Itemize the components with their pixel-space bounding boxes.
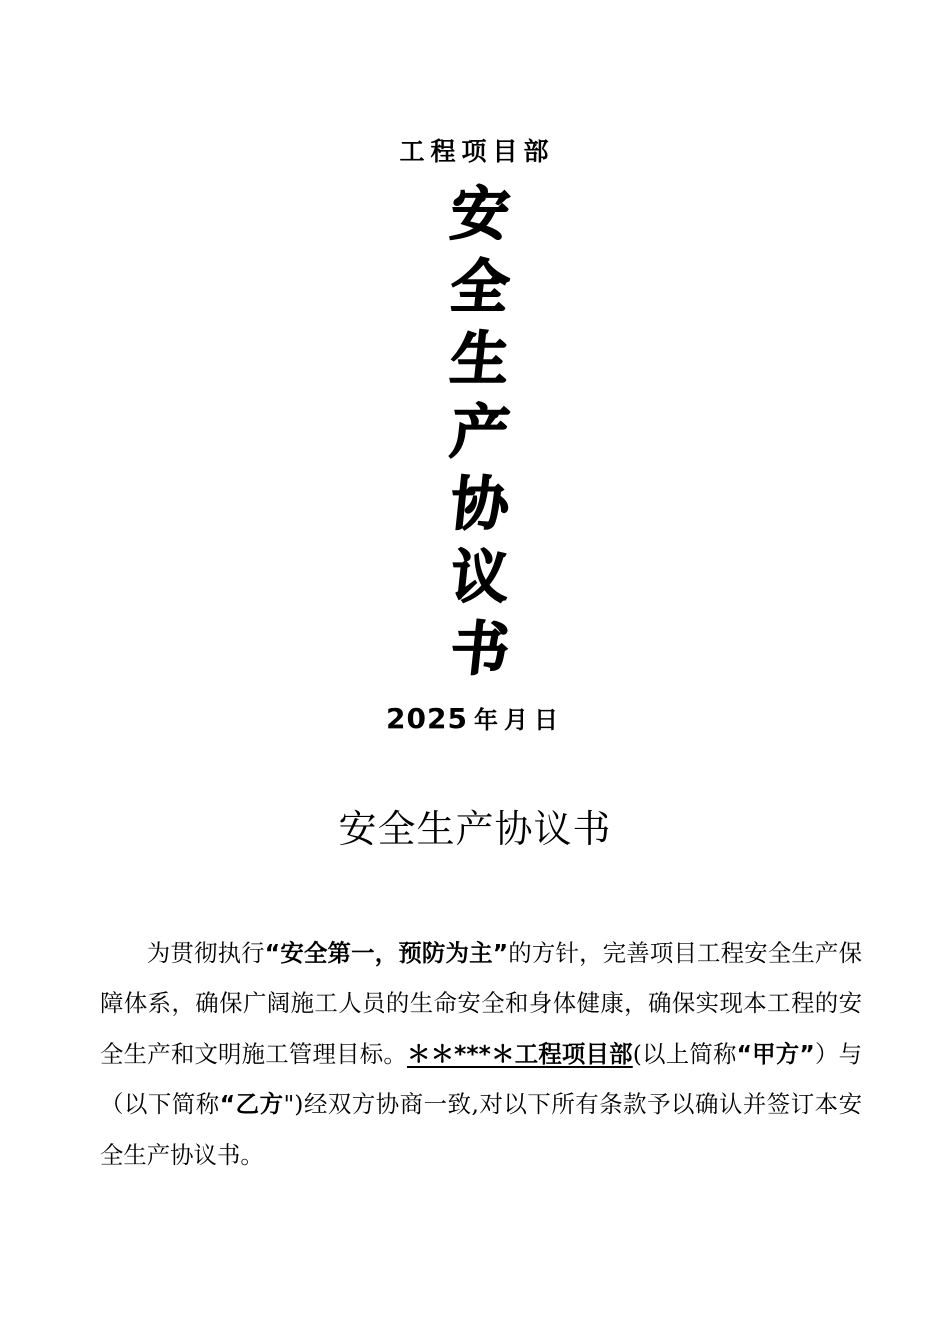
party-b-label: 乙方	[235, 1090, 284, 1119]
organization-name: 工程项目部	[399, 137, 555, 166]
text-run: 为贯彻执行	[146, 939, 265, 967]
title-char: 全	[447, 252, 513, 321]
cover-date	[0, 700, 950, 735]
policy-text: 安全第一，预防为主	[280, 939, 493, 967]
title-char: 议	[447, 542, 513, 611]
text-run: (以上简称	[632, 1039, 737, 1068]
quote-mark: “	[264, 939, 281, 967]
intro-paragraph	[100, 928, 862, 1180]
text-run: ")经双方协商一致,对以下所有条款予以确认并签订本安全生产协议书。	[100, 1090, 863, 1169]
quote-mark: ”	[799, 1039, 815, 1068]
title-char: 产	[447, 397, 513, 466]
title-char: 书	[447, 615, 513, 683]
document-heading: 安全生产协议书	[338, 807, 612, 851]
text-run: ）与 （以下简称	[100, 1039, 862, 1119]
title-char: 协	[447, 470, 513, 538]
date-units: 年月日	[473, 706, 564, 734]
title-char: 安	[447, 180, 513, 248]
text-run: 的方针，完善项目工程安全生产保障体系，确保广阔施工人员的生命安全和身体健康，确保实现本工程的安全生产和文明施工管理目标。	[100, 939, 863, 1068]
party-a-label: 甲方	[751, 1039, 800, 1068]
quote-mark: “	[736, 1039, 752, 1068]
quote-mark: “	[219, 1090, 236, 1119]
party-a-name: ＊＊***＊工程项目部	[406, 1039, 633, 1068]
date-year: 2025	[386, 702, 468, 735]
vertical-title	[425, 178, 535, 686]
quote-mark: ”	[492, 939, 509, 967]
title-char: 生	[447, 325, 513, 393]
